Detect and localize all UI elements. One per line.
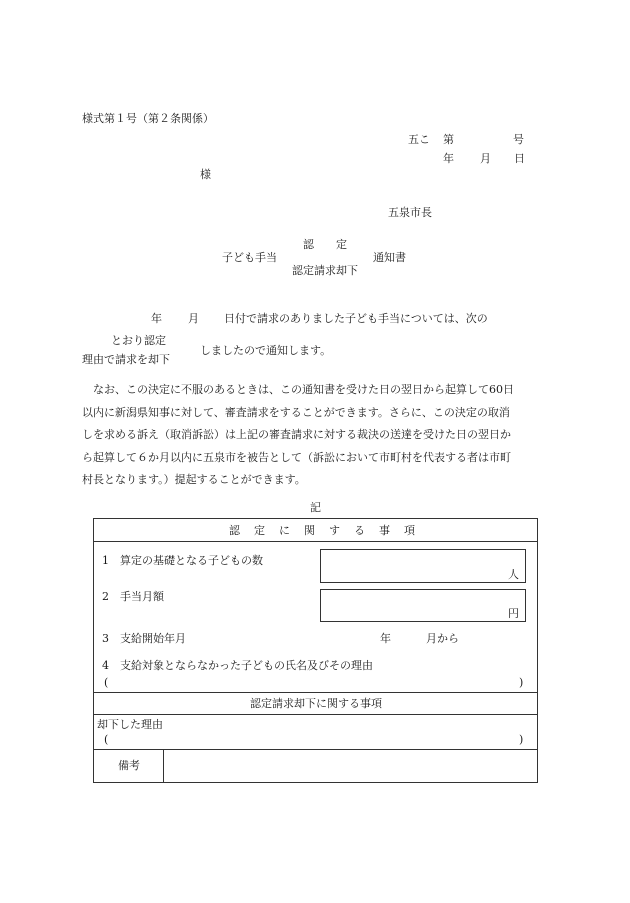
notice-line: 村長となります。）提起することができます。 xyxy=(82,473,306,486)
table-divider xyxy=(93,714,538,715)
item4-paren-open: ( xyxy=(104,676,109,689)
ki-label: 記 xyxy=(310,501,321,514)
notice-line: 以内に新潟県知事に対して、審査請求をすることができます。さらに、この決定の取消 xyxy=(82,405,510,419)
item1-unit: 人 xyxy=(508,568,519,581)
addressee-sama: 様 xyxy=(200,168,211,181)
notice-line: ら起算して６か月以内に五泉市を被告として（訴訟において市町村を代表する者は市町 xyxy=(82,450,511,464)
body-line1-text: 日付で請求のありました子ども手当については、次の xyxy=(224,312,488,325)
reason-label: 却下した理由 xyxy=(97,718,163,731)
choice-lower: 理由で請求を却下 xyxy=(82,353,170,366)
choice-rest: しましたので通知します。 xyxy=(200,344,332,357)
remarks-divider xyxy=(163,749,164,783)
table-divider xyxy=(93,541,538,542)
doc-number-prefix: 五こ xyxy=(408,133,430,146)
item3-label: 3 支給開始年月 xyxy=(102,632,186,645)
date-year-label: 年 xyxy=(443,152,454,165)
title-right: 通知書 xyxy=(373,251,406,264)
title-upper: 認 定 xyxy=(303,238,347,251)
reason-paren-close: ) xyxy=(519,733,524,746)
item2-label: 2 手当月額 xyxy=(102,590,164,603)
item1-label: 1 算定の基礎となる子どもの数 xyxy=(102,554,263,567)
title-lower: 認定請求却下 xyxy=(292,264,358,277)
remarks-label: 備考 xyxy=(118,759,140,772)
body-year-label: 年 xyxy=(151,312,162,325)
title-left: 子ども手当 xyxy=(222,251,277,264)
notice-paragraph xyxy=(82,379,552,492)
item3-month-from: 月から xyxy=(426,632,459,645)
date-month-label: 月 xyxy=(480,152,491,165)
notice-line: しを求める訴え（取消訴訟）は上記の審査請求に対する裁決の送達を受けた日の翌日か xyxy=(82,428,511,441)
date-day-label: 日 xyxy=(514,152,525,165)
item4-label: 4 支給対象とならなかった子どもの氏名及びその理由 xyxy=(102,659,373,672)
table-divider xyxy=(93,692,538,693)
monthly-amount-field xyxy=(320,589,526,622)
item3-year: 年 xyxy=(380,632,391,645)
item2-unit: 円 xyxy=(508,607,519,620)
form-number: 様式第１号（第２条関係） xyxy=(82,112,214,125)
notice-line: なお、この決定に不服のあるときは、この通知書を受けた日の翌日から起算して60日 xyxy=(93,383,514,396)
section2-header: 認定請求却下に関する事項 xyxy=(250,697,382,710)
item4-paren-close: ) xyxy=(519,676,524,689)
issuer-name: 五泉市長 xyxy=(388,206,432,219)
section1-header: 認定に関する事項 xyxy=(229,524,429,537)
reason-paren-open: ( xyxy=(104,733,109,746)
children-count-field xyxy=(320,549,526,583)
choice-upper: とおり認定 xyxy=(111,334,166,347)
body-month-label: 月 xyxy=(188,312,199,325)
doc-number-go: 号 xyxy=(513,133,524,146)
table-divider xyxy=(93,749,538,750)
doc-number-dai: 第 xyxy=(443,133,454,146)
